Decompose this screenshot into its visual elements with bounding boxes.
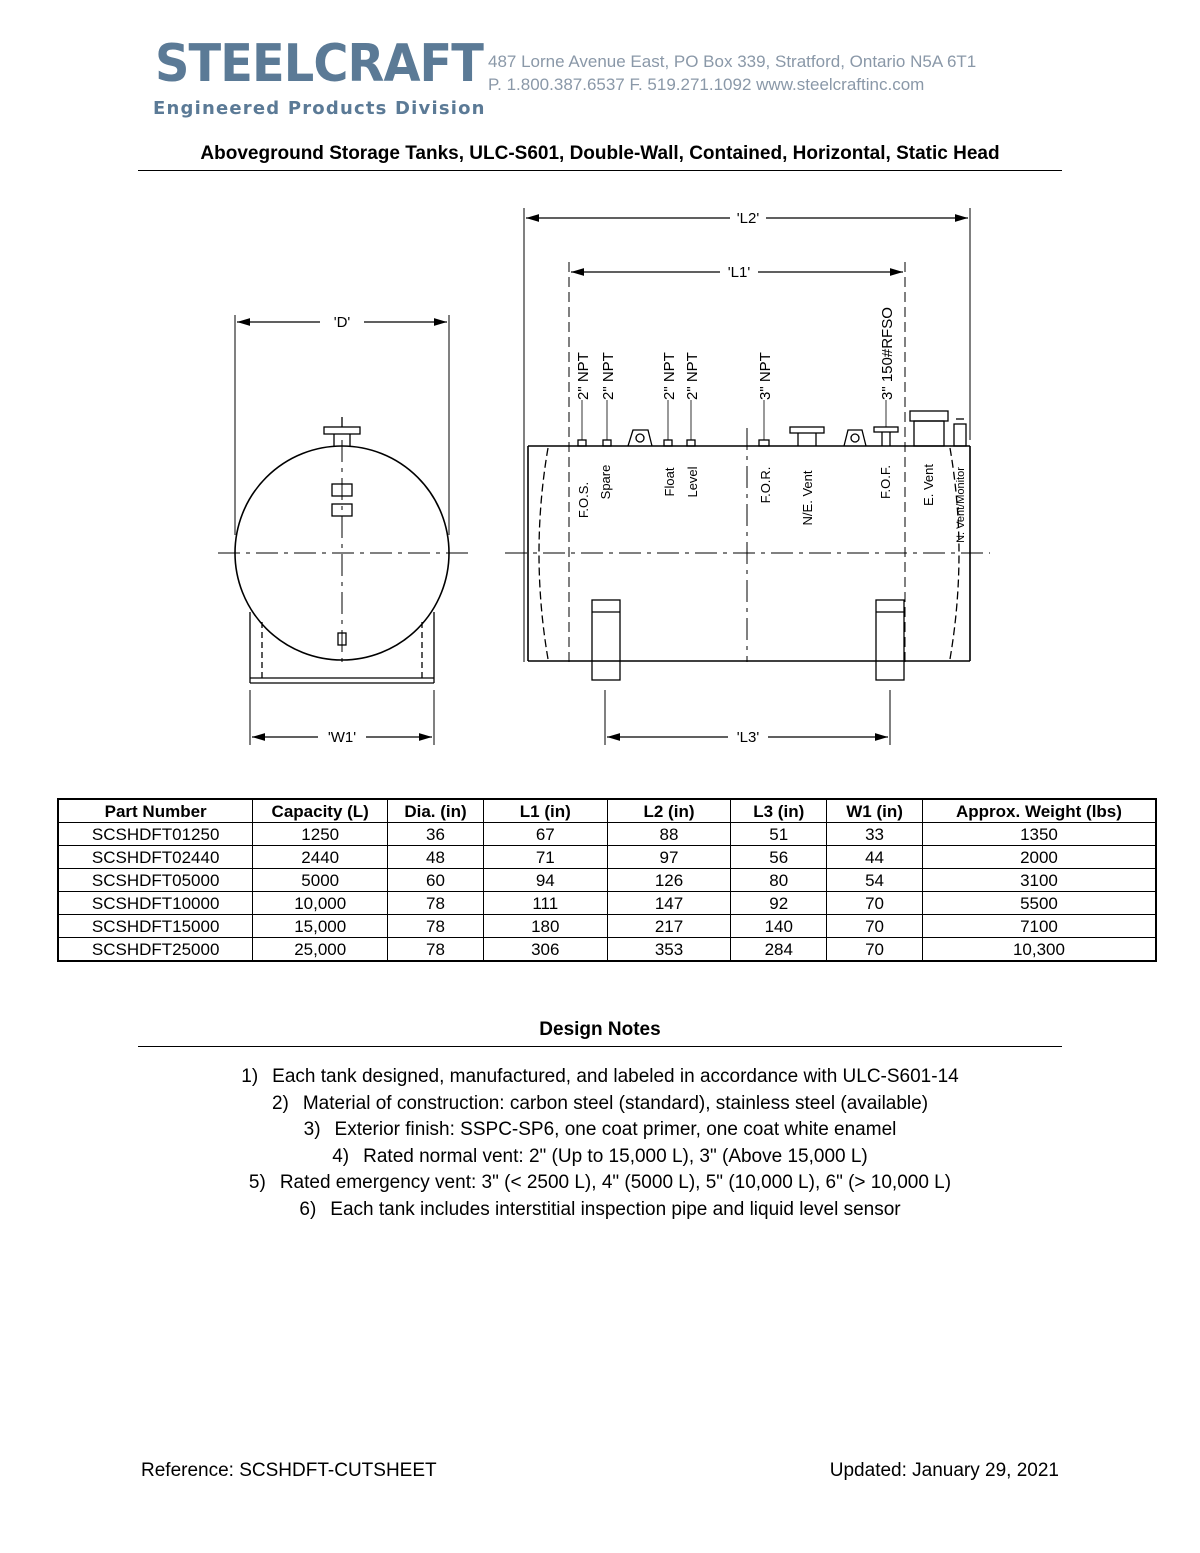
company-contact: P. 1.800.387.6537 F. 519.271.1092 www.steelcraftinc.com (488, 75, 925, 94)
table-cell: 44 (827, 846, 923, 869)
fitting-fof: F.O.F. (878, 465, 893, 499)
note-text: Rated normal vent: 2" (Up to 15,000 L), 3" (Above 15,000 L) (363, 1145, 868, 1167)
table-cell: 2000 (922, 846, 1156, 869)
note-number: 3) (303, 1119, 321, 1140)
conn-label-level: 2" NPT (684, 352, 701, 400)
note-number: 4) (332, 1145, 350, 1167)
dim-d-label: 'D' (333, 314, 351, 331)
spec-table (57, 798, 1157, 962)
table-row (58, 892, 1156, 915)
col-header: W1 (in) (827, 799, 923, 823)
fitting-for: F.O.R. (758, 466, 773, 504)
note-text: Rated emergency vent: 3" (< 2500 L), 4" (5000 L), 5" (10,000 L), 6" (> 10,000 L) (279, 1172, 952, 1193)
table-cell: 1350 (922, 823, 1156, 846)
conn-label-float: 2" NPT (661, 352, 678, 400)
fitting-fos: F.O.S. (576, 481, 591, 519)
note-number: 1) (241, 1066, 259, 1087)
table-cell: 126 (607, 869, 731, 892)
table-cell: 70 (827, 892, 923, 915)
fitting-e-vent: E. Vent (921, 464, 936, 506)
division-name: Engineered Products Division (153, 98, 486, 119)
table-cell: SCSHDFT15000 (58, 915, 253, 938)
table-cell: SCSHDFT25000 (58, 938, 253, 962)
table-cell: 78 (388, 915, 484, 938)
table-cell: 67 (483, 823, 607, 846)
table-cell: 306 (483, 938, 607, 962)
note-text: Material of construction: carbon steel (standard), stainless steel (available) (302, 1092, 929, 1114)
table-cell: 54 (827, 869, 923, 892)
list-item (138, 1170, 1062, 1197)
company-logo: STEELCRAFT (155, 34, 484, 94)
notes-title: Design Notes (539, 1019, 661, 1040)
table-cell: 180 (483, 915, 607, 938)
side-view (505, 208, 990, 745)
table-cell: 78 (388, 938, 484, 962)
table-cell: 140 (731, 915, 827, 938)
note-text: Each tank includes interstitial inspection pipe and liquid level sensor (330, 1198, 901, 1220)
conn-label-for: 3" NPT (757, 352, 774, 400)
table-cell: SCSHDFT05000 (58, 869, 253, 892)
table-cell: 2440 (253, 846, 388, 869)
list-item (138, 1064, 1062, 1091)
table-cell: 70 (827, 938, 923, 962)
table-cell: 71 (483, 846, 607, 869)
col-header: L3 (in) (731, 799, 827, 823)
table-cell: 217 (607, 915, 731, 938)
list-item (138, 1197, 1062, 1224)
table-cell: SCSHDFT01250 (58, 823, 253, 846)
table-row (58, 915, 1156, 938)
table-cell: 33 (827, 823, 923, 846)
table-cell: 147 (607, 892, 731, 915)
reference-text: Reference: SCSHDFT-CUTSHEET (141, 1460, 437, 1481)
dim-l1-label: 'L1' (727, 264, 751, 281)
table-row (58, 823, 1156, 846)
fitting-level: Level (685, 466, 700, 498)
table-cell: SCSHDFT10000 (58, 892, 253, 915)
fitting-spare: Spare (598, 464, 613, 500)
table-cell: 353 (607, 938, 731, 962)
list-item (138, 1144, 1062, 1171)
table-cell: 60 (388, 869, 484, 892)
table-cell: 10,300 (922, 938, 1156, 962)
table-cell: 94 (483, 869, 607, 892)
col-header: L1 (in) (483, 799, 607, 823)
table-cell: 70 (827, 915, 923, 938)
col-header: Dia. (in) (388, 799, 484, 823)
note-number: 6) (299, 1198, 317, 1220)
table-header-row (58, 799, 1156, 823)
conn-label-fof: 3" 150#RFSO (879, 307, 896, 400)
col-header: Capacity (L) (253, 799, 388, 823)
table-cell: 1250 (253, 823, 388, 846)
list-item (138, 1117, 1062, 1144)
dim-l3-label: 'L3' (736, 729, 760, 746)
table-cell: 5500 (922, 892, 1156, 915)
table-cell: 5000 (253, 869, 388, 892)
table-cell: 78 (388, 892, 484, 915)
page-title: Aboveground Storage Tanks, ULC-S601, Double-Wall, Contained, Horizontal, Static Head (200, 143, 1000, 164)
fitting-n-vent: N. Vent/Monitor (955, 467, 967, 543)
note-number: 5) (248, 1172, 266, 1193)
note-text: Each tank designed, manufactured, and labeled in accordance with ULC-S601-14 (272, 1066, 959, 1087)
table-cell: 111 (483, 892, 607, 915)
table-cell: 97 (607, 846, 731, 869)
note-number: 2) (271, 1092, 289, 1114)
dim-l2-label: 'L2' (736, 210, 760, 227)
table-cell: 284 (731, 938, 827, 962)
col-header: Approx. Weight (lbs) (922, 799, 1156, 823)
table-cell: 7100 (922, 915, 1156, 938)
table-row (58, 869, 1156, 892)
end-view (218, 315, 468, 745)
notes-list (138, 1064, 1062, 1223)
fitting-float: Float (662, 467, 677, 497)
table-row (58, 938, 1156, 962)
table-cell: 56 (731, 846, 827, 869)
col-header: Part Number (58, 799, 253, 823)
conn-label-fos: 2" NPT (575, 352, 592, 400)
table-cell: 92 (731, 892, 827, 915)
notes-divider (138, 1046, 1062, 1047)
table-cell: 15,000 (253, 915, 388, 938)
conn-label-spare: 2" NPT (600, 352, 617, 400)
dim-w1-label: 'W1' (327, 729, 357, 746)
company-address: 487 Lorne Avenue East, PO Box 339, Stratford, Ontario N5A 6T1 (488, 52, 977, 71)
note-text: Exterior finish: SSPC-SP6, one coat primer, one coat white enamel (334, 1119, 897, 1140)
table-cell: 25,000 (253, 938, 388, 962)
table-row (58, 846, 1156, 869)
updated-date: Updated: January 29, 2021 (829, 1460, 1059, 1481)
table-cell: 10,000 (253, 892, 388, 915)
list-item (138, 1091, 1062, 1118)
table-cell: 51 (731, 823, 827, 846)
table-cell: 36 (388, 823, 484, 846)
table-cell: SCSHDFT02440 (58, 846, 253, 869)
table-cell: 48 (388, 846, 484, 869)
col-header: L2 (in) (607, 799, 731, 823)
table-cell: 3100 (922, 869, 1156, 892)
fitting-ne-vent: N/E. Vent (800, 470, 815, 526)
table-cell: 88 (607, 823, 731, 846)
table-cell: 80 (731, 869, 827, 892)
